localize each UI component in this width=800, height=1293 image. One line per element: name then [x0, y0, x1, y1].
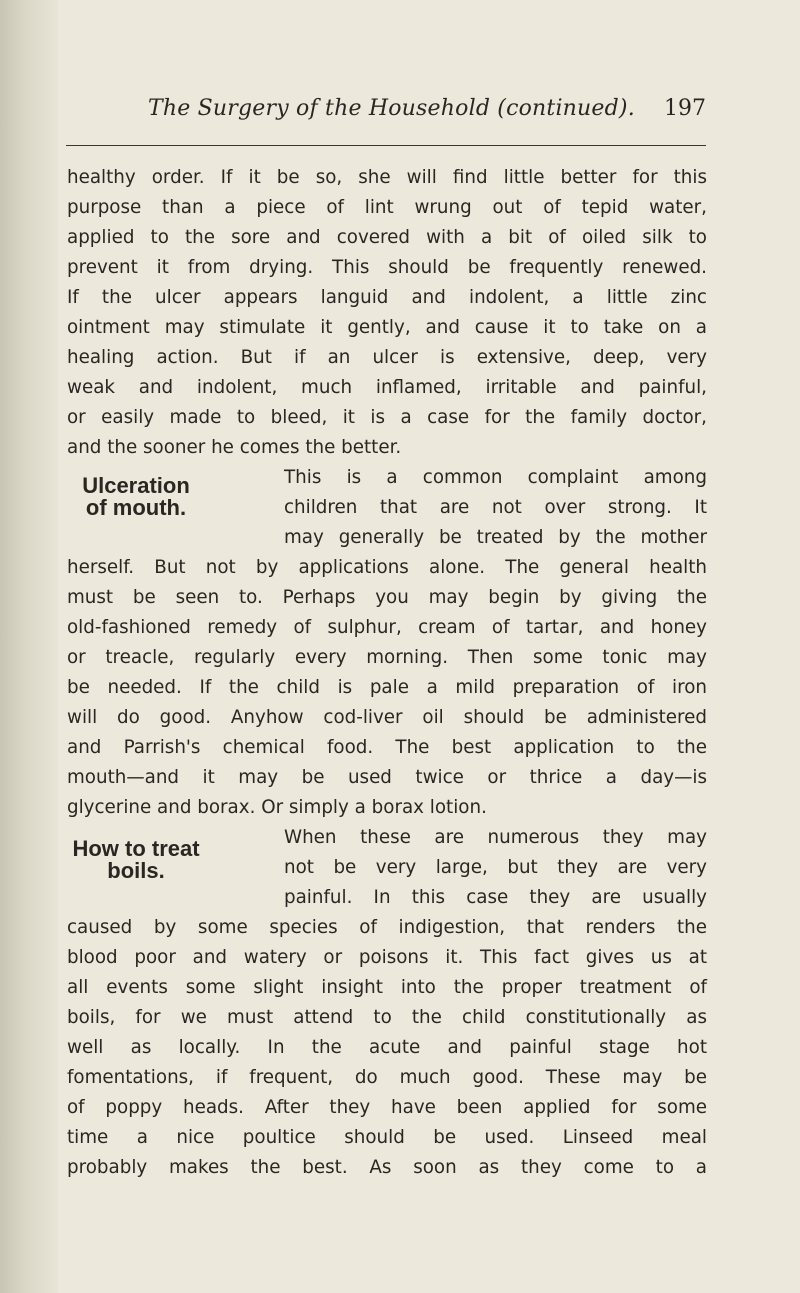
- text-line: fomentations, if frequent, do much good. These may be: [67, 1067, 707, 1088]
- text-line: all events some slight insight into the proper treatment of: [67, 977, 707, 998]
- text-line: blood poor and watery or poisons it. This fact gives us at: [67, 947, 707, 968]
- text-line: caused by some species of indigestion, that renders the: [67, 917, 707, 938]
- side-heading-line: Ulceration: [82, 473, 190, 498]
- text-line: applied to the sore and covered with a bit of oiled silk to: [67, 227, 707, 248]
- text-line: purpose than a piece of lint wrung out of tepid water,: [67, 197, 707, 218]
- page-number: 197: [664, 96, 706, 121]
- text-line: and Parrish's chemical food. The best application to the: [67, 737, 707, 758]
- text-line: probably makes the best. As soon as they come to a: [67, 1157, 707, 1178]
- text-line: glycerine and borax. Or simply a borax lotion.: [67, 797, 487, 818]
- text-line: must be seen to. Perhaps you may begin by giving the: [67, 587, 707, 608]
- running-header: [0, 96, 800, 136]
- text-line: boils, for we must attend to the child constitutionally as: [67, 1007, 707, 1028]
- text-line: children that are not over strong. It: [284, 497, 707, 518]
- text-line: mouth—and it may be used twice or thrice a day—is: [67, 767, 707, 788]
- text-line: weak and indolent, much inflamed, irritable and painful,: [67, 377, 707, 398]
- text-line: or treacle, regularly every morning. Then some tonic may: [67, 647, 707, 668]
- text-line: well as locally. In the acute and painful stage hot: [67, 1037, 707, 1058]
- side-heading-line: boils.: [107, 858, 165, 883]
- side-heading-boils: [0, 838, 272, 882]
- text-line: be needed. If the child is pale a mild preparation of iron: [67, 677, 707, 698]
- text-line: and the sooner he comes the better.: [67, 437, 402, 458]
- text-line: If the ulcer appears languid and indolent, a little zinc: [67, 287, 707, 308]
- text-line: ointment may stimulate it gently, and cause it to take on a: [67, 317, 707, 338]
- text-line: old-fashioned remedy of sulphur, cream of tartar, and honey: [67, 617, 707, 638]
- text-line: herself. But not by applications alone. The general health: [67, 557, 707, 578]
- text-line: time a nice poultice should be used. Linseed meal: [67, 1127, 707, 1148]
- text-line: of poppy heads. After they have been applied for some: [67, 1097, 707, 1118]
- text-line: healing action. But if an ulcer is extensive, deep, very: [67, 347, 707, 368]
- text-line: or easily made to bleed, it is a case for the family doctor,: [67, 407, 707, 428]
- text-line: not be very large, but they are very: [284, 857, 707, 878]
- text-line: painful. In this case they are usually: [284, 887, 707, 908]
- text-line: When these are numerous they may: [284, 827, 707, 848]
- text-line: may generally be treated by the mother: [284, 527, 707, 548]
- text-line: will do good. Anyhow cod-liver oil should be administered: [67, 707, 707, 728]
- text-line: healthy order. If it be so, she will find little better for this: [67, 167, 707, 188]
- side-heading-line: How to treat: [72, 836, 200, 861]
- header-rule: [66, 145, 706, 146]
- running-title: The Surgery of the Household (continued).: [148, 96, 635, 121]
- side-heading-ulceration: [0, 475, 272, 519]
- text-line: prevent it from drying. This should be frequently renewed.: [67, 257, 707, 278]
- side-heading-line: of mouth.: [85, 495, 187, 520]
- text-line: This is a common complaint among: [284, 467, 707, 488]
